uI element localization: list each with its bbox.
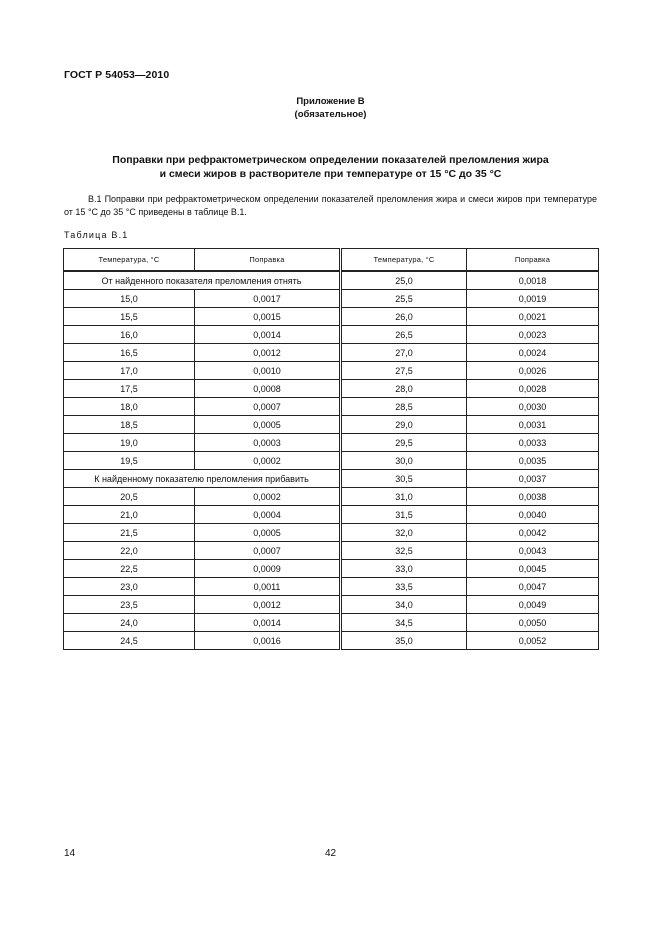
- table-header-row: [64, 249, 599, 272]
- corr-cell-left: 0,0004: [195, 506, 341, 524]
- table-row: [64, 308, 599, 326]
- corr-cell-left: 0,0015: [195, 308, 341, 326]
- temp-cell-right: 28,0: [341, 380, 467, 398]
- corr-cell-right: 0,0050: [467, 614, 599, 632]
- temp-cell-right: 26,0: [341, 308, 467, 326]
- corr-cell-left: 0,0012: [195, 596, 341, 614]
- temp-cell-left: 24,0: [64, 614, 195, 632]
- corr-cell-left: 0,0016: [195, 632, 341, 650]
- corr-cell-right: 0,0045: [467, 560, 599, 578]
- table-body: [64, 271, 599, 650]
- header-temp-left: Температура, °С: [64, 249, 195, 272]
- temp-cell-left: 23,5: [64, 596, 195, 614]
- table-caption: Таблица В.1: [64, 230, 129, 240]
- section-note: От найденного показателя преломления отнять: [64, 271, 341, 290]
- temp-cell-left: 16,0: [64, 326, 195, 344]
- corr-cell-left: 0,0010: [195, 362, 341, 380]
- corr-cell-right: 0,0031: [467, 416, 599, 434]
- corr-cell-left: 0,0003: [195, 434, 341, 452]
- temp-cell-right: 30,5: [341, 470, 467, 488]
- temp-cell-right: 26,5: [341, 326, 467, 344]
- temp-cell-right: 34,0: [341, 596, 467, 614]
- table-row: [64, 560, 599, 578]
- table-row: [64, 632, 599, 650]
- page-number-left: 14: [64, 848, 76, 859]
- corr-cell-left: 0,0014: [195, 614, 341, 632]
- table-row: [64, 524, 599, 542]
- table-row: [64, 344, 599, 362]
- table-row: [64, 506, 599, 524]
- table-row: [64, 326, 599, 344]
- intro-paragraph: В.1 Поправки при рефрактометрическом определении показателей преломления жира и смеси жиров при температуре от 15 °С до 35 °С приведены в таблице В.1.: [64, 194, 597, 217]
- corr-cell-right: 0,0021: [467, 308, 599, 326]
- temp-cell-left: 18,0: [64, 398, 195, 416]
- temp-cell-right: 29,0: [341, 416, 467, 434]
- corr-cell-right: 0,0043: [467, 542, 599, 560]
- temp-cell-left: 23,0: [64, 578, 195, 596]
- corr-cell-left: 0,0005: [195, 416, 341, 434]
- corr-cell-right: 0,0018: [467, 271, 599, 290]
- table-row: [64, 362, 599, 380]
- temp-cell-right: 32,0: [341, 524, 467, 542]
- header-temp-right: Температура, °С: [341, 249, 467, 272]
- document-title-line2: и смеси жиров в растворителе при температуре от 15 °С до 35 °С: [159, 168, 502, 180]
- temp-cell-right: 29,5: [341, 434, 467, 452]
- temp-cell-right: 32,5: [341, 542, 467, 560]
- temp-cell-right: 27,5: [341, 362, 467, 380]
- header-corr-left: Поправка: [195, 249, 341, 272]
- temp-cell-left: 22,5: [64, 560, 195, 578]
- temp-cell-right: 33,0: [341, 560, 467, 578]
- corr-cell-right: 0,0035: [467, 452, 599, 470]
- temp-cell-right: 31,5: [341, 506, 467, 524]
- temp-cell-left: 15,5: [64, 308, 195, 326]
- corr-cell-left: 0,0007: [195, 398, 341, 416]
- table-row: [64, 614, 599, 632]
- temp-cell-right: 25,5: [341, 290, 467, 308]
- temp-cell-right: 35,0: [341, 632, 467, 650]
- table-row: [64, 434, 599, 452]
- corr-cell-left: 0,0007: [195, 542, 341, 560]
- corr-cell-right: 0,0024: [467, 344, 599, 362]
- corr-cell-right: 0,0037: [467, 470, 599, 488]
- temp-cell-left: 21,5: [64, 524, 195, 542]
- corr-cell-left: 0,0017: [195, 290, 341, 308]
- table-row: [64, 596, 599, 614]
- temp-cell-right: 30,0: [341, 452, 467, 470]
- corr-cell-right: 0,0028: [467, 380, 599, 398]
- temp-cell-right: 28,5: [341, 398, 467, 416]
- document-title-line1: Поправки при рефрактометрическом определении показателей преломления жира: [112, 154, 549, 166]
- temp-cell-left: 22,0: [64, 542, 195, 560]
- temp-cell-left: 21,0: [64, 506, 195, 524]
- corr-cell-left: 0,0002: [195, 452, 341, 470]
- corr-cell-right: 0,0033: [467, 434, 599, 452]
- temp-cell-right: 34,5: [341, 614, 467, 632]
- corr-cell-right: 0,0038: [467, 488, 599, 506]
- table-row: [64, 271, 599, 290]
- section-note: К найденному показателю преломления прибавить: [64, 470, 341, 488]
- corr-cell-right: 0,0042: [467, 524, 599, 542]
- corr-cell-left: 0,0002: [195, 488, 341, 506]
- corr-cell-right: 0,0023: [467, 326, 599, 344]
- corr-cell-right: 0,0052: [467, 632, 599, 650]
- temp-cell-left: 15,0: [64, 290, 195, 308]
- temp-cell-left: 20,5: [64, 488, 195, 506]
- temp-cell-left: 18,5: [64, 416, 195, 434]
- corr-cell-left: 0,0012: [195, 344, 341, 362]
- table-row: [64, 290, 599, 308]
- temp-cell-left: 17,5: [64, 380, 195, 398]
- appendix-title: Приложение В: [296, 96, 365, 107]
- table-row: [64, 398, 599, 416]
- temp-cell-left: 17,0: [64, 362, 195, 380]
- corr-cell-left: 0,0005: [195, 524, 341, 542]
- corr-cell-left: 0,0011: [195, 578, 341, 596]
- corr-cell-right: 0,0019: [467, 290, 599, 308]
- table-row: [64, 542, 599, 560]
- corr-cell-right: 0,0047: [467, 578, 599, 596]
- corr-cell-right: 0,0030: [467, 398, 599, 416]
- corr-cell-left: 0,0009: [195, 560, 341, 578]
- corrections-table: [63, 248, 599, 650]
- temp-cell-left: 24,5: [64, 632, 195, 650]
- temp-cell-left: 19,0: [64, 434, 195, 452]
- temp-cell-right: 27,0: [341, 344, 467, 362]
- temp-cell-left: 16,5: [64, 344, 195, 362]
- corr-cell-right: 0,0049: [467, 596, 599, 614]
- table-row: [64, 578, 599, 596]
- table-row: [64, 452, 599, 470]
- corr-cell-left: 0,0008: [195, 380, 341, 398]
- table-row: [64, 380, 599, 398]
- temp-cell-left: 19,5: [64, 452, 195, 470]
- table-row: [64, 488, 599, 506]
- page-number-center: 42: [324, 848, 337, 859]
- temp-cell-right: 33,5: [341, 578, 467, 596]
- corr-cell-right: 0,0026: [467, 362, 599, 380]
- temp-cell-right: 25,0: [341, 271, 467, 290]
- corr-cell-right: 0,0040: [467, 506, 599, 524]
- temp-cell-right: 31,0: [341, 488, 467, 506]
- corr-cell-left: 0,0014: [195, 326, 341, 344]
- header-corr-right: Поправка: [467, 249, 599, 272]
- appendix-status: (обязательное): [294, 109, 367, 120]
- standard-code: ГОСТ Р 54053—2010: [64, 69, 170, 81]
- table-row: [64, 470, 599, 488]
- table-row: [64, 416, 599, 434]
